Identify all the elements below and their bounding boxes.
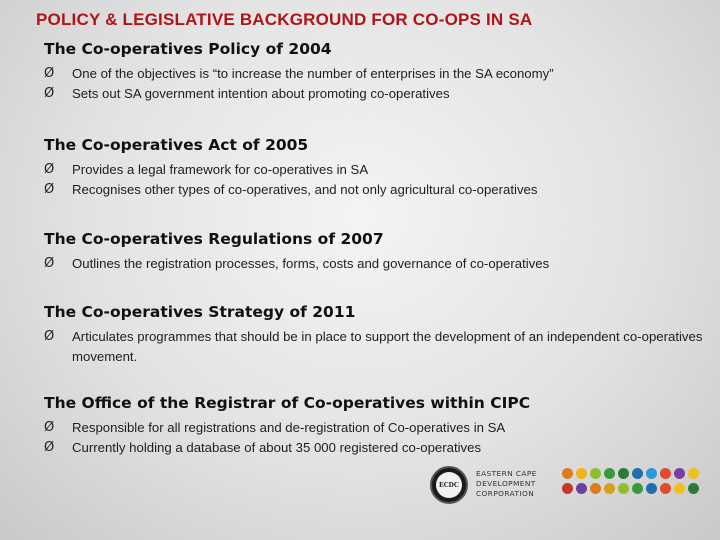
arrow-bullet-icon: Ø (44, 162, 55, 177)
bullet-list (44, 418, 530, 458)
bullet-text: Currently holding a database of about 35 000 registered co-operatives (72, 440, 482, 455)
bullet-item (44, 64, 554, 84)
bullet-list (44, 64, 554, 104)
seal-icon (430, 466, 468, 504)
bullet-text: One of the objectives is “to increase the number of enterprises in the SA economy” (72, 66, 554, 81)
bullet-list (44, 327, 704, 367)
ecdc-logo (430, 466, 700, 506)
section-policy-2004 (44, 40, 554, 104)
section-heading: The Co-operatives Regulations of 2007 (44, 230, 384, 248)
sector-icon-row (562, 468, 702, 479)
bullet-text: Articulates programmes that should be in place to support the development of an independent co-operatives movement. (72, 329, 703, 364)
sector-icon (618, 483, 629, 494)
bullet-item (44, 327, 704, 367)
section-regulations-2007 (44, 230, 549, 274)
section-heading: The Co-operatives Policy of 2004 (44, 40, 332, 58)
section-act-2005 (44, 136, 537, 200)
sector-icon (674, 468, 685, 479)
sector-icon (562, 483, 573, 494)
bullet-list (44, 254, 549, 274)
org-name-line: CORPORATION (476, 489, 535, 498)
section-registrar-cipc (44, 394, 530, 458)
sector-icon (674, 483, 685, 494)
sector-icon (646, 468, 657, 479)
bullet-text: Provides a legal framework for co-operatives in SA (72, 162, 369, 177)
seal-text: ECDC (436, 472, 462, 498)
bullet-text: Recognises other types of co-operatives, and not only agricultural co-operatives (72, 182, 538, 197)
sector-icon (590, 483, 601, 494)
bullet-text: Outlines the registration processes, forms, costs and governance of co-operatives (72, 256, 550, 271)
bullet-item (44, 180, 537, 200)
bullet-item (44, 254, 549, 274)
org-name-line: DEVELOPMENT (476, 479, 536, 488)
sector-icon (604, 483, 615, 494)
section-heading: The Co-operatives Act of 2005 (44, 136, 309, 154)
arrow-bullet-icon: Ø (44, 420, 55, 435)
bullet-text: Responsible for all registrations and de-registration of Co-operatives in SA (72, 420, 506, 435)
sector-icon (576, 468, 587, 479)
sector-icon (646, 483, 657, 494)
sector-icon-row (562, 483, 702, 494)
sector-icon (632, 483, 643, 494)
arrow-bullet-icon: Ø (44, 86, 55, 101)
sector-icon (618, 468, 629, 479)
arrow-bullet-icon: Ø (44, 182, 55, 197)
arrow-bullet-icon: Ø (44, 256, 55, 271)
slide-title: POLICY & LEGISLATIVE BACKGROUND FOR CO-OPS IN SA (36, 10, 533, 29)
sector-icon (562, 468, 573, 479)
org-name-line: EASTERN CAPE (476, 469, 537, 478)
sector-icon (688, 468, 699, 479)
sector-icon (590, 468, 601, 479)
bullet-item (44, 418, 530, 438)
section-strategy-2011 (44, 303, 704, 367)
org-name (476, 469, 556, 499)
sector-icon (660, 483, 671, 494)
bullet-text: Sets out SA government intention about promoting co-operatives (72, 86, 450, 101)
sector-icon (660, 468, 671, 479)
arrow-bullet-icon: Ø (44, 440, 55, 455)
sector-icon (688, 483, 699, 494)
sector-icons (562, 468, 702, 498)
sector-icon (604, 468, 615, 479)
sector-icon (632, 468, 643, 479)
bullet-item (44, 438, 530, 458)
section-heading: The Co-operatives Strategy of 2011 (44, 303, 356, 321)
arrow-bullet-icon: Ø (44, 329, 55, 344)
section-heading: The Office of the Registrar of Co-operatives within CIPC (44, 394, 531, 412)
bullet-item (44, 160, 537, 180)
arrow-bullet-icon: Ø (44, 66, 55, 81)
bullet-list (44, 160, 537, 200)
bullet-item (44, 84, 554, 104)
sector-icon (576, 483, 587, 494)
